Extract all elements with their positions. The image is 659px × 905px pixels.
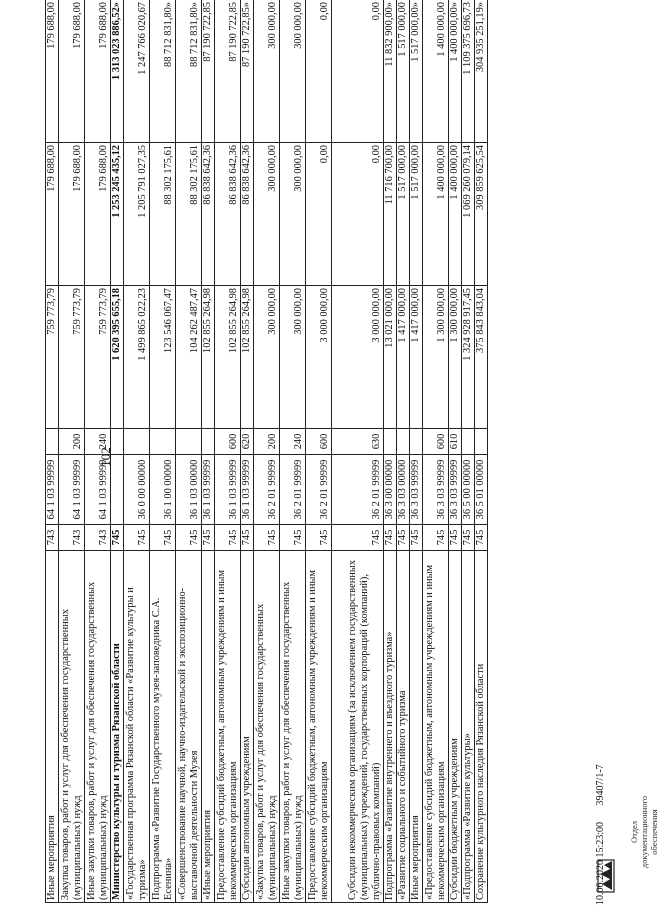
row-csr: 36 3 03 99999 [423,455,449,525]
row-ved: 745 [124,525,150,551]
row-ved: 743 [59,525,85,551]
row-value-2020: 300 000,00 [280,286,306,429]
budget-table-container [45,0,590,903]
row-name: «Государственная программа Рязанской области «Развитие культуры и туризма» [124,551,150,903]
row-csr: 36 1 03 00000 [176,455,202,525]
row-vr: 200 [254,429,280,455]
row-name: «Предоставление субсидий бюджетным, автономным учреждениям и иным некоммерческим организациям [423,551,449,903]
table-row [59,0,85,903]
row-csr: 36 1 03 99999 [241,455,254,525]
row-name: Иные закупки товаров, работ и услуг для обеспечения государственных (муниципальных) нужд [85,551,111,903]
row-vr [111,429,124,455]
row-value-2021: 86 838 642,36 [202,143,215,286]
row-csr: 36 2 01 99999 [306,455,332,525]
row-vr [46,429,59,455]
row-value-2022: 179 688,00 [46,0,59,143]
row-value-2022: 179 688,00 [85,0,111,143]
row-value-2020: 300 000,00 [254,286,280,429]
row-value-2020: 123 546 067,47 [150,286,176,429]
row-name: «Развитие социального и событийного туризма [397,551,410,903]
row-name: «Совершенствование научной, научно-издательской и экспозиционно-выставочной деятельности Музея [176,551,202,903]
row-value-2022: 0,00 [332,0,384,143]
row-vr: 240 [85,429,111,455]
table-row [462,0,475,903]
row-name: «Закупка товаров, работ и услуг для обеспечения государственных (муниципальных) нужд [254,551,280,903]
budget-table [45,0,488,903]
row-value-2020: 104 262 487,47 [176,286,202,429]
row-vr [384,429,397,455]
row-ved: 745 [410,525,423,551]
row-name: «Иные мероприятия [202,551,215,903]
table-row [397,0,410,903]
table-row [150,0,176,903]
row-value-2021: 11 716 700,00 [384,143,397,286]
row-vr [410,429,423,455]
row-vr: 620 [241,429,254,455]
page-number: 102 [98,447,113,467]
table-row [124,0,150,903]
row-value-2022: 300 000,00 [254,0,280,143]
row-ved: 745 [176,525,202,551]
row-value-2021: 1 517 000,00 [397,143,410,286]
row-csr: 36 3 03 99999 [449,455,462,525]
row-value-2020: 102 855 264,98 [215,286,241,429]
row-ved: 743 [46,525,59,551]
row-vr: 600 [306,429,332,455]
row-ved: 745 [111,525,124,551]
row-vr [475,429,488,455]
row-value-2022: 1 517 000,00» [410,0,423,143]
row-value-2022: 87 190 722,85 [202,0,215,143]
row-csr: 64 1 03 99999 [85,455,111,525]
row-value-2021: 0,00 [306,143,332,286]
table-row [423,0,449,903]
row-name: Сохранение культурного наследия Рязанской области [475,551,488,903]
row-ved: 745 [254,525,280,551]
row-value-2020: 1 324 928 917,45 [462,286,475,429]
row-value-2021: 179 688,00 [59,143,85,286]
table-row [332,0,384,903]
row-value-2020: 1 417 000,00 [397,286,410,429]
table-row [254,0,280,903]
row-csr: 36 2 01 99999 [280,455,306,525]
row-value-2021: 88 302 175,61 [150,143,176,286]
row-value-2020: 759 773,79 [85,286,111,429]
row-name: Предоставление субсидий бюджетным, автономным учреждениям и иным некоммерческим организациям [215,551,241,903]
row-csr: 64 1 03 99999 [46,455,59,525]
row-vr [202,429,215,455]
row-value-2021: 1 069 260 079,14 [462,143,475,286]
table-row [111,0,124,903]
row-value-2022: 87 190 722,85 [215,0,241,143]
row-ved: 745 [280,525,306,551]
row-value-2020: 102 855 264,98 [202,286,215,429]
row-value-2022: 1 400 000,00 [423,0,449,143]
table-row [85,0,111,903]
row-value-2020: 3 000 000,00 [332,286,384,429]
department-stamp [629,787,659,877]
budget-table-body [46,0,488,903]
row-vr [124,429,150,455]
table-row [241,0,254,903]
row-value-2021: 1 400 000,00 [423,143,449,286]
row-value-2021: 300 000,00 [254,143,280,286]
row-value-2022: 304 935 251,19» [475,0,488,143]
row-value-2020: 1 300 000,00 [449,286,462,429]
row-vr [176,429,202,455]
row-value-2022: 300 000,00 [280,0,306,143]
stamp-line-2: обеспечения [649,809,659,855]
row-csr: 36 5 01 00000 [475,455,488,525]
row-vr [397,429,410,455]
row-ved: 745 [202,525,215,551]
row-value-2021: 1 400 000,00 [449,143,462,286]
row-csr: 36 3 00 00000 [384,455,397,525]
row-name: Иные мероприятия [46,551,59,903]
row-vr: 240 [280,429,306,455]
row-ved: 745 [423,525,449,551]
row-value-2022: 11 832 900,00» [384,0,397,143]
table-row [475,0,488,903]
row-ved: 745 [475,525,488,551]
row-value-2021: 88 302 175,61 [176,143,202,286]
row-vr [462,429,475,455]
row-value-2020: 1 499 865 022,23 [124,286,150,429]
row-csr: 36 3 03 99999 [410,455,423,525]
row-csr: 36 0 00 00000 [124,455,150,525]
row-vr [150,429,176,455]
table-row [449,0,462,903]
row-value-2020: 1 417 000,00 [410,286,423,429]
row-ved: 745 [449,525,462,551]
row-name: Субсидии автономным учреждениям [241,551,254,903]
table-row [306,0,332,903]
footer [595,745,609,905]
row-value-2021: 0,00 [332,143,384,286]
row-value-2022: 1 400 000,00» [449,0,462,143]
row-value-2022: 1 517 000,00 [397,0,410,143]
table-row [410,0,423,903]
table-row [46,0,59,903]
row-ved: 745 [332,525,384,551]
table-row [176,0,202,903]
row-csr: 36 1 03 99999 [202,455,215,525]
row-value-2021: 1 253 245 435,12 [111,143,124,286]
row-name: Субсидии некоммерческим организациям (за исключением государственных (муниципальных) учреждений, государственных корпораций (компаний), публично-правовых компаний) [332,551,384,903]
row-vr: 600 [423,429,449,455]
row-value-2020: 759 773,79 [46,286,59,429]
table-row [384,0,397,903]
row-value-2022: 1 247 766 020,67 [124,0,150,143]
row-name: Предоставление субсидий бюджетным, автономным учреждениям и иным некоммерческим организациям [306,551,332,903]
row-vr: 630 [332,429,384,455]
row-value-2020: 1 620 395 655,18 [111,286,124,429]
row-name: Подпрограмма «Развитие внутреннего и въездного туризма» [384,551,397,903]
row-ved: 745 [462,525,475,551]
row-value-2022: 1 313 023 886,52» [111,0,124,143]
row-name: Субсидии бюджетным учреждениям [449,551,462,903]
row-value-2021: 1 205 791 027,35 [124,143,150,286]
row-name: Министерство культуры и туризма Рязанской области [111,551,124,903]
row-name: Иные мероприятия [410,551,423,903]
table-row [215,0,241,903]
row-csr: 36 1 03 99999 [215,455,241,525]
row-csr: 36 1 00 00000 [150,455,176,525]
row-vr: 610 [449,429,462,455]
row-csr: 36 5 00 00000 [462,455,475,525]
row-name: «Подпрограмма «Развитие культуры» [462,551,475,903]
row-vr: 200 [59,429,85,455]
row-value-2022: 88 712 831,80» [176,0,202,143]
footer-datetime: 10.06.2020 15:23:00 [595,821,606,905]
row-ved: 745 [384,525,397,551]
row-ved: 745 [215,525,241,551]
row-csr: 36 3 03 00000 [397,455,410,525]
row-name: Иные закупки товаров, работ и услуг для обеспечения государственных (муниципальных) нужд [280,551,306,903]
row-value-2022: 1 109 375 696,73 [462,0,475,143]
stamp-line-1: Отдел документационного [629,795,649,869]
row-value-2020: 375 843 843,04 [475,286,488,429]
table-row [202,0,215,903]
footer-doc-id: 39407/1-7 [595,764,606,806]
row-value-2021: 86 838 642,36 [215,143,241,286]
row-value-2021: 86 838 642,36 [241,143,254,286]
row-value-2022: 179 688,00 [59,0,85,143]
row-value-2021: 179 688,00 [85,143,111,286]
row-value-2021: 300 000,00 [280,143,306,286]
row-vr: 600 [215,429,241,455]
row-value-2020: 3 000 000,00 [306,286,332,429]
row-value-2020: 102 855 264,98 [241,286,254,429]
row-name: Закупка товаров, работ и услуг для обеспечения государственных (муниципальных) нужд [59,551,85,903]
row-csr [111,455,124,525]
row-csr: 64 1 03 99999 [59,455,85,525]
row-value-2021: 309 859 625,54 [475,143,488,286]
row-ved: 745 [150,525,176,551]
row-value-2022: 87 190 722,85» [241,0,254,143]
table-row [280,0,306,903]
row-csr: 36 2 01 99999 [332,455,384,525]
row-value-2022: 88 712 831,80» [150,0,176,143]
row-value-2021: 179 688,00 [46,143,59,286]
row-ved: 745 [397,525,410,551]
row-ved: 745 [306,525,332,551]
row-csr: 36 2 01 99999 [254,455,280,525]
row-ved: 743 [85,525,111,551]
row-value-2022: 0,00 [306,0,332,143]
row-value-2020: 13 021 000,00 [384,286,397,429]
row-name: Подпрограмма «Развитие Государственного музея-заповедника С.А. Есенина» [150,551,176,903]
row-value-2021: 1 517 000,00 [410,143,423,286]
row-value-2020: 759 773,79 [59,286,85,429]
row-value-2020: 1 300 000,00 [423,286,449,429]
row-ved: 745 [241,525,254,551]
